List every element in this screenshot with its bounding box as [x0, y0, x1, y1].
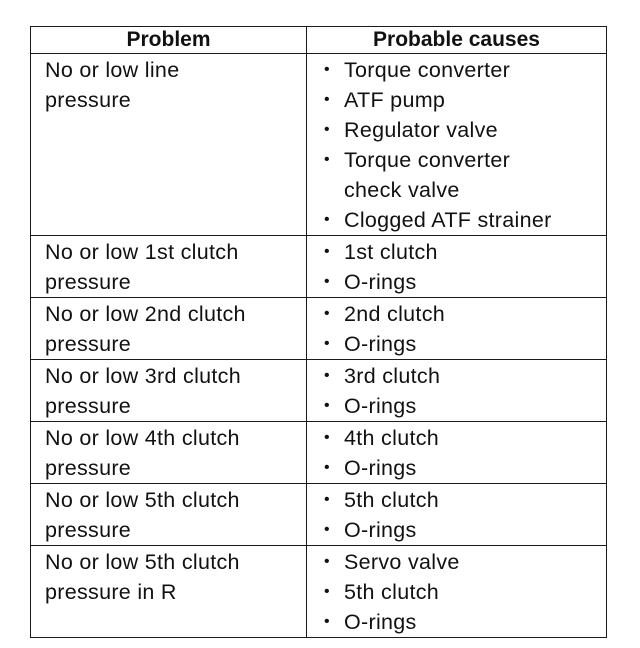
cause-item	[324, 607, 602, 637]
problem-cell	[31, 360, 307, 422]
causes-cell	[307, 298, 607, 360]
table-row	[31, 298, 607, 360]
diagnosis-table	[30, 26, 607, 638]
cause-text: Torque converter	[344, 58, 511, 82]
cause-text: Servo valve	[344, 550, 460, 574]
bullet-icon: •	[324, 305, 330, 322]
problem-cell	[31, 422, 307, 484]
causes-cell	[307, 54, 607, 236]
causes-cell	[307, 360, 607, 422]
table-row	[31, 546, 607, 638]
cause-item	[324, 145, 602, 205]
bullet-icon: •	[324, 553, 330, 570]
cause-item	[324, 85, 602, 115]
cause-text: Regulator valve	[344, 118, 498, 142]
cause-list	[307, 236, 606, 297]
cause-list	[307, 422, 606, 483]
bullet-icon: •	[324, 521, 330, 538]
cause-text: 3rd clutch	[344, 364, 441, 388]
table-row	[31, 422, 607, 484]
cause-text: 4th clutch	[344, 426, 440, 450]
cause-text: ATF pump	[344, 88, 446, 112]
cause-item	[324, 391, 602, 421]
problem-text: No or low 3rd clutch pressure	[45, 364, 241, 418]
cause-item	[324, 453, 602, 483]
cause-text: Clogged ATF strainer	[344, 208, 552, 232]
problem-cell	[31, 236, 307, 298]
bullet-icon: •	[324, 613, 330, 630]
cause-text: 5th clutch	[344, 488, 440, 512]
bullet-icon: •	[324, 367, 330, 384]
cause-text: O-rings	[344, 456, 417, 480]
cause-list	[307, 360, 606, 421]
problem-text: No or low 5th clutch pressure	[45, 488, 240, 542]
cause-item	[324, 515, 602, 545]
cause-text: O-rings	[344, 394, 417, 418]
bullet-icon: •	[324, 397, 330, 414]
table-row	[31, 54, 607, 236]
bullet-icon: •	[324, 151, 330, 168]
cause-item	[324, 577, 602, 607]
cause-item	[324, 361, 602, 391]
problem-cell	[31, 546, 307, 638]
problem-text: No or low 5th clutch pressure in R	[45, 550, 240, 604]
header-row	[31, 27, 607, 54]
problem-text: No or low 1st clutch pressure	[45, 240, 239, 294]
cause-item	[324, 55, 602, 85]
cause-item	[324, 299, 602, 329]
cause-text: O-rings	[344, 270, 417, 294]
table-header	[31, 27, 607, 54]
bullet-icon: •	[324, 211, 330, 228]
cause-item	[324, 547, 602, 577]
cause-list	[307, 298, 606, 359]
cause-text: O-rings	[344, 610, 417, 634]
table-row	[31, 484, 607, 546]
cause-text: 5th clutch	[344, 580, 440, 604]
cause-item	[324, 205, 602, 235]
bullet-icon: •	[324, 121, 330, 138]
bullet-icon: •	[324, 429, 330, 446]
header-problem: Problem	[31, 27, 307, 54]
cause-list	[307, 54, 606, 235]
problem-cell	[31, 54, 307, 236]
cause-item	[324, 423, 602, 453]
bullet-icon: •	[324, 459, 330, 476]
bullet-icon: •	[324, 91, 330, 108]
bullet-icon: •	[324, 491, 330, 508]
causes-cell	[307, 236, 607, 298]
cause-text: Torque converter check valve	[344, 148, 511, 202]
causes-cell	[307, 546, 607, 638]
bullet-icon: •	[324, 583, 330, 600]
table-row	[31, 236, 607, 298]
bullet-icon: •	[324, 243, 330, 260]
header-probable-causes: Probable causes	[307, 27, 607, 54]
cause-list	[307, 546, 606, 637]
problem-cell	[31, 484, 307, 546]
causes-cell	[307, 484, 607, 546]
cause-item	[324, 485, 602, 515]
bullet-icon: •	[324, 335, 330, 352]
problem-cell	[31, 298, 307, 360]
cause-text: 2nd clutch	[344, 302, 446, 326]
cause-item	[324, 267, 602, 297]
table-row	[31, 360, 607, 422]
cause-item	[324, 329, 602, 359]
cause-text: O-rings	[344, 332, 417, 356]
bullet-icon: •	[324, 61, 330, 78]
table-body	[31, 54, 607, 638]
cause-text: 1st clutch	[344, 240, 438, 264]
bullet-icon: •	[324, 273, 330, 290]
cause-item	[324, 115, 602, 145]
cause-item	[324, 237, 602, 267]
causes-cell	[307, 422, 607, 484]
problem-text: No or low 2nd clutch pressure	[45, 302, 246, 356]
cause-list	[307, 484, 606, 545]
problem-text: No or low 4th clutch pressure	[45, 426, 240, 480]
cause-text: O-rings	[344, 518, 417, 542]
problem-text: No or low line pressure	[45, 58, 180, 112]
